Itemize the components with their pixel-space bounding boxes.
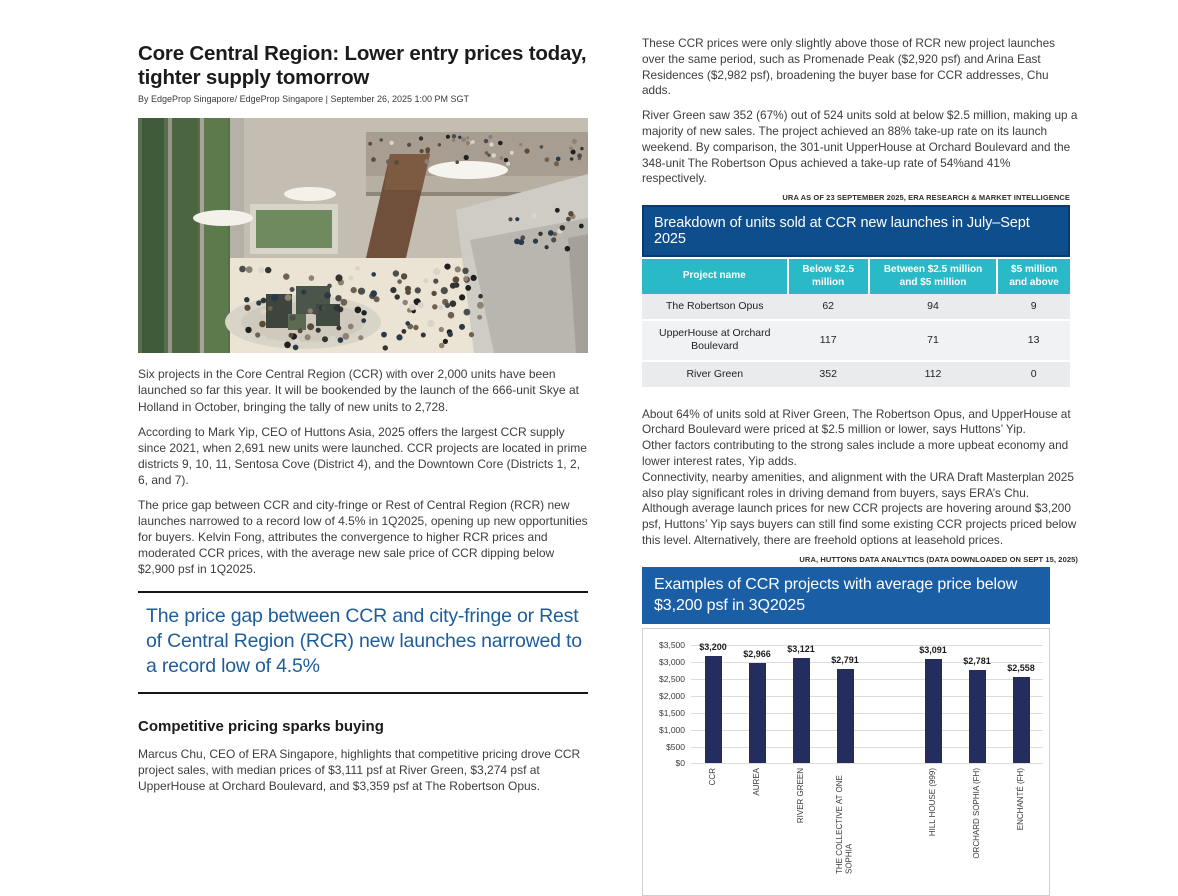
x-tick-label: THE COLLECTIVE AT ONE SOPHIA bbox=[835, 775, 854, 875]
table-source-caption: URA AS OF 23 SEPTEMBER 2025, ERA RESEARCH & MARKET INTELLIGENCE bbox=[782, 193, 1070, 203]
paragraph: About 64% of units sold at River Green, The Robertson Opus, and UpperHouse at Orchard Boulevard were priced at $2.5 million or lower, says Huttons’ Yip. bbox=[642, 406, 1071, 437]
chart-y-axis bbox=[649, 640, 691, 769]
bar bbox=[969, 670, 986, 764]
x-tick-label: CCR bbox=[708, 768, 718, 786]
table-cell: The Robertson Opus bbox=[642, 294, 788, 320]
bar-slot bbox=[691, 641, 735, 763]
chart-source-caption: URA, HUTTONS DATA ANALYTICS (DATA DOWNLOADED ON SEPT 15, 2025) bbox=[799, 554, 1078, 564]
table-header-row bbox=[642, 259, 1070, 294]
x-label-slot bbox=[779, 763, 823, 881]
table-cell: 9 bbox=[997, 294, 1070, 320]
gridline bbox=[691, 763, 1043, 764]
paragraph: Although average launch prices for new CCR projects are hovering around $3,200 psf, Huttons’ Yip says buyers can still find some existing CCR projects priced below this level. Alternatively, there are freehold options at leasehold prices. bbox=[642, 501, 1077, 548]
chart-bars bbox=[691, 641, 1043, 763]
table-cell: 13 bbox=[997, 320, 1070, 360]
table-title: Breakdown of units sold at CCR new launches in July–Sept 2025 bbox=[642, 205, 1070, 257]
pull-quote bbox=[138, 591, 588, 693]
bar-value-label: $2,791 bbox=[831, 655, 859, 666]
y-tick-label: $2,000 bbox=[659, 691, 685, 701]
article-right-column bbox=[642, 36, 1078, 896]
table-cell: 94 bbox=[869, 294, 997, 320]
column-header: $5 million and above bbox=[997, 259, 1070, 294]
y-tick-label: $3,500 bbox=[659, 640, 685, 651]
chart-x-axis bbox=[691, 763, 1043, 881]
column-header: Below $2.5 million bbox=[788, 259, 869, 294]
table-row bbox=[642, 361, 1070, 388]
units-table bbox=[642, 259, 1070, 389]
bar-slot bbox=[735, 645, 779, 763]
pendant-light bbox=[193, 210, 253, 226]
table-row bbox=[642, 320, 1070, 360]
table-cell: 112 bbox=[869, 361, 997, 388]
paragraph: Six projects in the Core Central Region (CCR) with over 2,000 units have been launched so far this year. It will be bookended by the launch of the 666-unit Skye at Holland in October, bringing the tally of new units to 2,728. bbox=[138, 367, 579, 414]
y-tick-label: $2,500 bbox=[659, 674, 685, 685]
paragraph: According to Mark Yip, CEO of Huttons Asia, 2025 offers the largest CCR supply since 2021, when 2,691 new units were launched. CCR projects are located in prime districts 9, 10, 11, Sentosa Cove (District 4), and the Downtown Core (Districts 1, 2, 6, and 7). bbox=[138, 424, 587, 487]
section-subheading: Competitive pricing sparks buying bbox=[138, 717, 384, 735]
bar-value-label: $3,091 bbox=[919, 645, 947, 656]
article-left-column bbox=[138, 42, 588, 803]
x-tick-label: ENCHANTÉ (FH) bbox=[1016, 768, 1026, 831]
x-tick-label: HILL HOUSE (999) bbox=[928, 768, 938, 837]
chart-plot-area bbox=[691, 641, 1043, 763]
x-label-slot bbox=[955, 763, 999, 881]
paragraph: These CCR prices were only slightly above those of RCR new project launches over the same period, such as Promenade Peak ($2,920 psf) and Arina East Residences ($2,982 psf), broadening the buyer base for CCR addresses, Chu adds. bbox=[642, 36, 1056, 98]
pull-quote-text: The price gap between CCR and city-fringe or Rest of Central Region (RCR) new launches narrowed to a record low of 4.5% bbox=[146, 605, 582, 677]
units-table-block bbox=[642, 193, 1070, 389]
bar-value-label: $2,966 bbox=[743, 649, 771, 660]
table-cell: River Green bbox=[642, 361, 788, 388]
article-photo bbox=[138, 118, 588, 353]
y-tick-label: $1,500 bbox=[659, 707, 685, 718]
y-tick-label: $0 bbox=[675, 758, 685, 769]
article-byline: By EdgeProp Singapore/ EdgeProp Singapore | September 26, 2025 1:00 PM SGT bbox=[138, 94, 470, 105]
bar-chart bbox=[642, 628, 1050, 896]
table-cell: 62 bbox=[788, 294, 869, 320]
bar bbox=[925, 659, 942, 763]
paragraph: The price gap between CCR and city-fringe or Rest of Central Region (RCR) new launches narrowed to a record low of 4.5% in 1Q2025, opening up new opportunities for buyers. Kelvin Fong, attributes the convergence to higher RCR prices and moderated CCR prices, with the average new sale price of CCR dipping below $2,900 psf in 1Q2025. bbox=[138, 497, 588, 577]
x-label-slot bbox=[823, 763, 867, 881]
x-label-slot bbox=[735, 763, 779, 881]
table-cell: 352 bbox=[788, 361, 869, 388]
table-cell: 117 bbox=[788, 320, 869, 360]
bar bbox=[705, 656, 722, 764]
paragraph: River Green saw 352 (67%) out of 524 units sold at below $2.5 million, making up a majority of new sales. The project achieved an 88% take-up rate on its launch weekend. By comparison, the 301-unit UpperHouse at Orchard Boulevard and the 348-unit The Robertson Opus achieved a take-up rate of 54%and 41% respectively. bbox=[642, 108, 1078, 186]
bar-slot bbox=[999, 645, 1043, 763]
bar bbox=[793, 658, 810, 763]
paragraph: Other factors contributing to the strong sales include a more upbeat economy and lower interest rates, Yip adds. bbox=[642, 438, 1069, 469]
y-tick-label: $3,000 bbox=[659, 657, 685, 668]
bar bbox=[837, 669, 854, 763]
x-tick-label: AUREA bbox=[752, 768, 762, 796]
x-label-slot bbox=[911, 763, 955, 881]
article-title: Core Central Region: Lower entry prices today, tighter supply tomorrow bbox=[138, 42, 587, 90]
table-cell: UpperHouse at Orchard Boulevard bbox=[642, 320, 788, 360]
x-tick-label: RIVER GREEN bbox=[796, 768, 806, 824]
analysis-text-block bbox=[642, 407, 1078, 549]
bar-value-label: $3,121 bbox=[787, 644, 815, 655]
y-tick-label: $500 bbox=[666, 741, 685, 752]
table-body bbox=[642, 294, 1070, 388]
bar bbox=[1013, 677, 1030, 763]
chart-title: Examples of CCR projects with average price below $3,200 psf in 3Q2025 bbox=[642, 567, 1050, 625]
table-cell: 71 bbox=[869, 320, 997, 360]
bar-slot bbox=[823, 645, 867, 763]
y-tick-label: $1,000 bbox=[659, 724, 685, 735]
x-label-slot bbox=[691, 763, 735, 881]
table-row bbox=[642, 294, 1070, 320]
bar-value-label: $3,200 bbox=[699, 641, 727, 652]
paragraph: Marcus Chu, CEO of ERA Singapore, highlights that competitive pricing drove CCR project sales, with median prices of $3,111 psf at River Green, $3,274 psf at UpperHouse at Orchard Boulevard, and $3,359 psf at The Robertson Opus. bbox=[138, 746, 581, 793]
bar-value-label: $2,558 bbox=[1007, 663, 1035, 674]
x-label-slot bbox=[867, 763, 911, 881]
x-label-slot bbox=[999, 763, 1043, 881]
column-header: Project name bbox=[642, 259, 788, 294]
column-header: Between $2.5 million and $5 million bbox=[869, 259, 997, 294]
empty-slot bbox=[867, 645, 911, 763]
bar bbox=[749, 663, 766, 763]
table-cell: 0 bbox=[997, 361, 1070, 388]
bar-value-label: $2,781 bbox=[963, 655, 991, 666]
paragraph: Connectivity, nearby amenities, and alignment with the URA Draft Masterplan 2025 also play significant roles in driving demand from buyers, says ERA’s Chu. bbox=[642, 469, 1074, 500]
x-tick-label: ORCHARD SOPHIA (FH) bbox=[972, 768, 982, 860]
